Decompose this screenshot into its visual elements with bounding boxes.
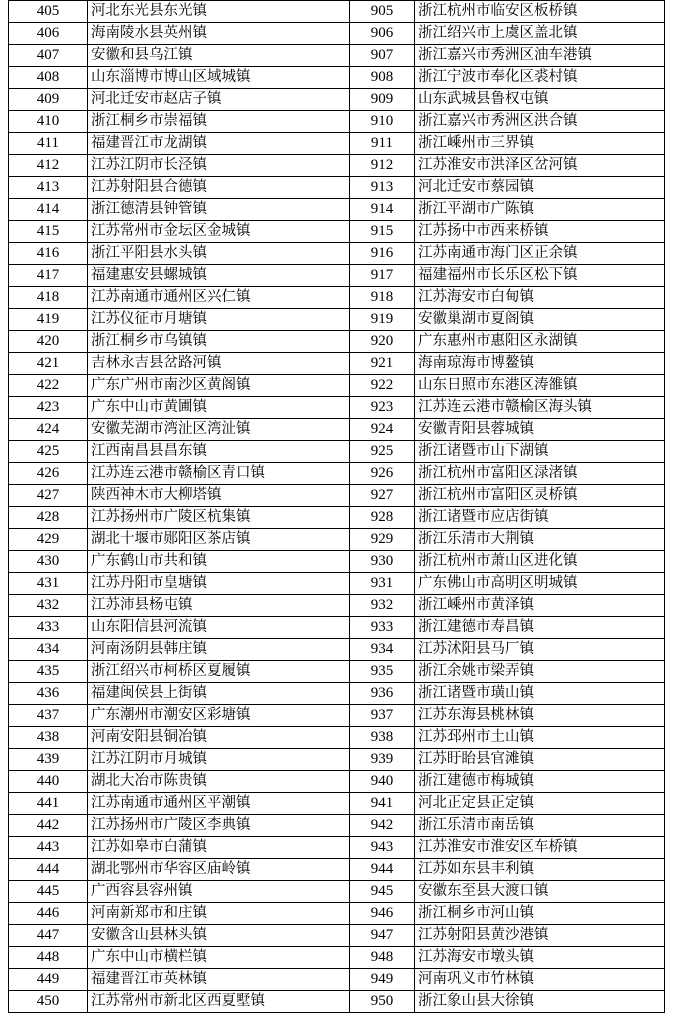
row-number-right: 915 [350,221,415,243]
table-row [9,815,665,837]
town-name-right: 浙江建德市寿昌镇 [415,617,665,639]
town-name-left: 山东淄博市博山区域城镇 [88,67,350,89]
town-name-left: 河南新郑市和庄镇 [88,903,350,925]
row-number-right: 917 [350,265,415,287]
town-name-right: 河北正定县正定镇 [415,793,665,815]
row-number-left: 431 [9,573,88,595]
table-row [9,199,665,221]
row-number-right: 935 [350,661,415,683]
table-row [9,177,665,199]
row-number-left: 411 [9,133,88,155]
row-number-left: 429 [9,529,88,551]
row-number-left: 450 [9,991,88,1013]
row-number-left: 426 [9,463,88,485]
town-name-left: 山东阳信县河流镇 [88,617,350,639]
table-row [9,859,665,881]
town-name-left: 陕西神木市大柳塔镇 [88,485,350,507]
town-name-right: 浙江平湖市广陈镇 [415,199,665,221]
row-number-left: 409 [9,89,88,111]
town-name-left: 湖北十堰市郧阳区茶店镇 [88,529,350,551]
row-number-right: 940 [350,771,415,793]
row-number-right: 925 [350,441,415,463]
town-name-left: 湖北鄂州市华容区庙岭镇 [88,859,350,881]
row-number-left: 432 [9,595,88,617]
town-name-right: 浙江杭州市萧山区进化镇 [415,551,665,573]
row-number-right: 906 [350,23,415,45]
row-number-left: 436 [9,683,88,705]
table-row [9,441,665,463]
town-name-right: 江苏射阳县黄沙港镇 [415,925,665,947]
row-number-left: 438 [9,727,88,749]
table-row [9,793,665,815]
town-name-left: 浙江桐乡市乌镇镇 [88,331,350,353]
row-number-left: 433 [9,617,88,639]
town-name-left: 福建惠安县螺城镇 [88,265,350,287]
row-number-left: 415 [9,221,88,243]
town-name-right: 浙江嵊州市黄泽镇 [415,595,665,617]
row-number-right: 947 [350,925,415,947]
town-name-right: 浙江诸暨市璜山镇 [415,683,665,705]
town-name-right: 广东佛山市高明区明城镇 [415,573,665,595]
row-number-left: 412 [9,155,88,177]
town-name-right: 江苏扬中市西来桥镇 [415,221,665,243]
town-name-right: 福建福州市长乐区松下镇 [415,265,665,287]
row-number-right: 938 [350,727,415,749]
town-name-left: 江苏江阴市月城镇 [88,749,350,771]
table-row [9,45,665,67]
row-number-right: 933 [350,617,415,639]
row-number-right: 942 [350,815,415,837]
town-name-left: 浙江德清县钟管镇 [88,199,350,221]
town-name-left: 江苏如皋市白蒲镇 [88,837,350,859]
town-name-left: 江苏常州市金坛区金城镇 [88,221,350,243]
table-row [9,89,665,111]
row-number-right: 913 [350,177,415,199]
town-name-right: 浙江杭州市临安区板桥镇 [415,1,665,23]
town-name-left: 江苏仪征市月塘镇 [88,309,350,331]
table-row [9,133,665,155]
row-number-right: 919 [350,309,415,331]
row-number-left: 406 [9,23,88,45]
town-name-left: 江西南昌县昌东镇 [88,441,350,463]
town-name-left: 河南汤阴县韩庄镇 [88,639,350,661]
row-number-right: 909 [350,89,415,111]
row-number-left: 418 [9,287,88,309]
table-row [9,991,665,1013]
table-row [9,573,665,595]
town-name-right: 江苏淮安市淮安区车桥镇 [415,837,665,859]
row-number-right: 910 [350,111,415,133]
town-name-right: 浙江乐清市大荆镇 [415,529,665,551]
town-name-right: 山东日照市东港区涛雒镇 [415,375,665,397]
town-name-left: 江苏扬州市广陵区杭集镇 [88,507,350,529]
row-number-left: 441 [9,793,88,815]
row-number-right: 923 [350,397,415,419]
row-number-right: 939 [350,749,415,771]
table-row [9,771,665,793]
town-name-left: 江苏扬州市广陵区李典镇 [88,815,350,837]
row-number-left: 416 [9,243,88,265]
town-name-right: 江苏连云港市赣榆区海头镇 [415,397,665,419]
row-number-left: 445 [9,881,88,903]
row-number-left: 448 [9,947,88,969]
town-name-right: 浙江诸暨市山下湖镇 [415,441,665,463]
table-row [9,221,665,243]
row-number-left: 439 [9,749,88,771]
town-name-left: 浙江绍兴市柯桥区夏履镇 [88,661,350,683]
table-row [9,463,665,485]
town-name-left: 安徽含山县林头镇 [88,925,350,947]
town-name-left: 福建晋江市英林镇 [88,969,350,991]
row-number-right: 937 [350,705,415,727]
table-row [9,419,665,441]
town-name-left: 广东鹤山市共和镇 [88,551,350,573]
row-number-right: 929 [350,529,415,551]
town-name-right: 江苏南通市海门区正余镇 [415,243,665,265]
row-number-right: 911 [350,133,415,155]
row-number-left: 434 [9,639,88,661]
row-number-right: 936 [350,683,415,705]
row-number-right: 918 [350,287,415,309]
town-name-left: 河南安阳县铜冶镇 [88,727,350,749]
row-number-left: 421 [9,353,88,375]
row-number-right: 908 [350,67,415,89]
row-number-right: 930 [350,551,415,573]
town-name-right: 河南巩义市竹林镇 [415,969,665,991]
table-row [9,617,665,639]
town-name-right: 浙江建德市梅城镇 [415,771,665,793]
row-number-right: 907 [350,45,415,67]
table-row [9,23,665,45]
table-row [9,947,665,969]
town-name-left: 湖北大冶市陈贵镇 [88,771,350,793]
town-name-right: 浙江乐清市南岳镇 [415,815,665,837]
table-row [9,155,665,177]
table-row [9,485,665,507]
table-row [9,375,665,397]
row-number-left: 442 [9,815,88,837]
row-number-left: 413 [9,177,88,199]
town-name-right: 江苏淮安市洪泽区岔河镇 [415,155,665,177]
table-row [9,309,665,331]
row-number-left: 405 [9,1,88,23]
town-name-left: 江苏射阳县合德镇 [88,177,350,199]
towns-table-body [9,1,665,1013]
row-number-right: 928 [350,507,415,529]
town-name-left: 广西容县容州镇 [88,881,350,903]
row-number-right: 920 [350,331,415,353]
row-number-right: 934 [350,639,415,661]
row-number-right: 946 [350,903,415,925]
row-number-right: 916 [350,243,415,265]
table-row [9,287,665,309]
town-name-right: 安徽东至县大渡口镇 [415,881,665,903]
town-name-left: 河北迁安市赵店子镇 [88,89,350,111]
table-row [9,551,665,573]
row-number-left: 410 [9,111,88,133]
town-name-right: 浙江绍兴市上虞区盖北镇 [415,23,665,45]
table-row [9,67,665,89]
town-name-right: 浙江诸暨市应店街镇 [415,507,665,529]
town-name-left: 安徽芜湖市湾沚区湾沚镇 [88,419,350,441]
town-name-right: 江苏如东县丰利镇 [415,859,665,881]
row-number-left: 444 [9,859,88,881]
table-row [9,111,665,133]
row-number-left: 422 [9,375,88,397]
row-number-left: 449 [9,969,88,991]
town-name-right: 浙江嘉兴市秀洲区洪合镇 [415,111,665,133]
town-name-right: 山东武城县鲁权屯镇 [415,89,665,111]
town-name-right: 浙江余姚市梁弄镇 [415,661,665,683]
row-number-right: 950 [350,991,415,1013]
town-name-right: 浙江桐乡市河山镇 [415,903,665,925]
row-number-left: 443 [9,837,88,859]
table-row [9,749,665,771]
table-row [9,683,665,705]
town-name-right: 浙江宁波市奉化区裘村镇 [415,67,665,89]
towns-table [8,0,665,1013]
row-number-left: 407 [9,45,88,67]
town-name-left: 吉林永吉县岔路河镇 [88,353,350,375]
table-row [9,243,665,265]
town-name-right: 广东惠州市惠阳区永湖镇 [415,331,665,353]
row-number-right: 949 [350,969,415,991]
town-name-left: 福建闽侯县上街镇 [88,683,350,705]
town-name-left: 江苏连云港市赣榆区青口镇 [88,463,350,485]
town-name-right: 江苏沭阳县马厂镇 [415,639,665,661]
town-name-left: 江苏沛县杨屯镇 [88,595,350,617]
row-number-left: 446 [9,903,88,925]
town-name-right: 江苏海安市墩头镇 [415,947,665,969]
table-row [9,969,665,991]
row-number-right: 943 [350,837,415,859]
row-number-left: 408 [9,67,88,89]
row-number-left: 428 [9,507,88,529]
row-number-left: 423 [9,397,88,419]
row-number-right: 912 [350,155,415,177]
town-name-right: 浙江杭州市富阳区灵桥镇 [415,485,665,507]
row-number-right: 927 [350,485,415,507]
row-number-right: 914 [350,199,415,221]
town-name-left: 安徽和县乌江镇 [88,45,350,67]
town-name-left: 浙江桐乡市崇福镇 [88,111,350,133]
row-number-right: 948 [350,947,415,969]
town-name-right: 江苏东海县桃林镇 [415,705,665,727]
table-row [9,661,665,683]
table-row [9,397,665,419]
row-number-left: 414 [9,199,88,221]
table-row [9,903,665,925]
table-row [9,881,665,903]
row-number-left: 435 [9,661,88,683]
row-number-left: 440 [9,771,88,793]
table-row [9,529,665,551]
town-name-left: 广东广州市南沙区黄阁镇 [88,375,350,397]
town-name-right: 浙江嘉兴市秀洲区油车港镇 [415,45,665,67]
row-number-left: 424 [9,419,88,441]
town-name-left: 江苏南通市通州区平潮镇 [88,793,350,815]
town-name-right: 江苏盱眙县官滩镇 [415,749,665,771]
town-name-left: 江苏江阴市长泾镇 [88,155,350,177]
town-name-right: 江苏邳州市土山镇 [415,727,665,749]
row-number-left: 417 [9,265,88,287]
row-number-left: 437 [9,705,88,727]
row-number-right: 932 [350,595,415,617]
table-row [9,705,665,727]
town-name-right: 浙江象山县大徐镇 [415,991,665,1013]
row-number-right: 945 [350,881,415,903]
table-row [9,265,665,287]
town-name-right: 安徽青阳县蓉城镇 [415,419,665,441]
town-name-right: 江苏海安市白甸镇 [415,287,665,309]
table-row [9,507,665,529]
row-number-left: 427 [9,485,88,507]
row-number-right: 905 [350,1,415,23]
town-name-left: 海南陵水县英州镇 [88,23,350,45]
town-name-left: 广东中山市黄圃镇 [88,397,350,419]
row-number-left: 447 [9,925,88,947]
table-row [9,837,665,859]
row-number-left: 420 [9,331,88,353]
town-name-left: 福建晋江市龙湖镇 [88,133,350,155]
row-number-right: 926 [350,463,415,485]
table-row [9,639,665,661]
row-number-right: 922 [350,375,415,397]
table-row [9,595,665,617]
town-name-left: 广东中山市横栏镇 [88,947,350,969]
town-name-left: 江苏南通市通州区兴仁镇 [88,287,350,309]
row-number-right: 941 [350,793,415,815]
town-name-left: 江苏常州市新北区西夏墅镇 [88,991,350,1013]
table-row [9,353,665,375]
town-name-right: 安徽巢湖市夏阁镇 [415,309,665,331]
town-name-right: 河北迁安市蔡园镇 [415,177,665,199]
row-number-right: 944 [350,859,415,881]
table-row [9,1,665,23]
row-number-right: 924 [350,419,415,441]
town-name-left: 广东潮州市潮安区彩塘镇 [88,705,350,727]
table-row [9,925,665,947]
town-name-right: 浙江嵊州市三界镇 [415,133,665,155]
row-number-left: 430 [9,551,88,573]
table-row [9,727,665,749]
town-name-right: 浙江杭州市富阳区渌渚镇 [415,463,665,485]
row-number-left: 425 [9,441,88,463]
row-number-right: 931 [350,573,415,595]
row-number-left: 419 [9,309,88,331]
town-name-left: 河北东光县东光镇 [88,1,350,23]
town-name-left: 江苏丹阳市皇塘镇 [88,573,350,595]
table-row [9,331,665,353]
town-name-left: 浙江平阳县水头镇 [88,243,350,265]
row-number-right: 921 [350,353,415,375]
town-name-right: 海南琼海市博鳌镇 [415,353,665,375]
